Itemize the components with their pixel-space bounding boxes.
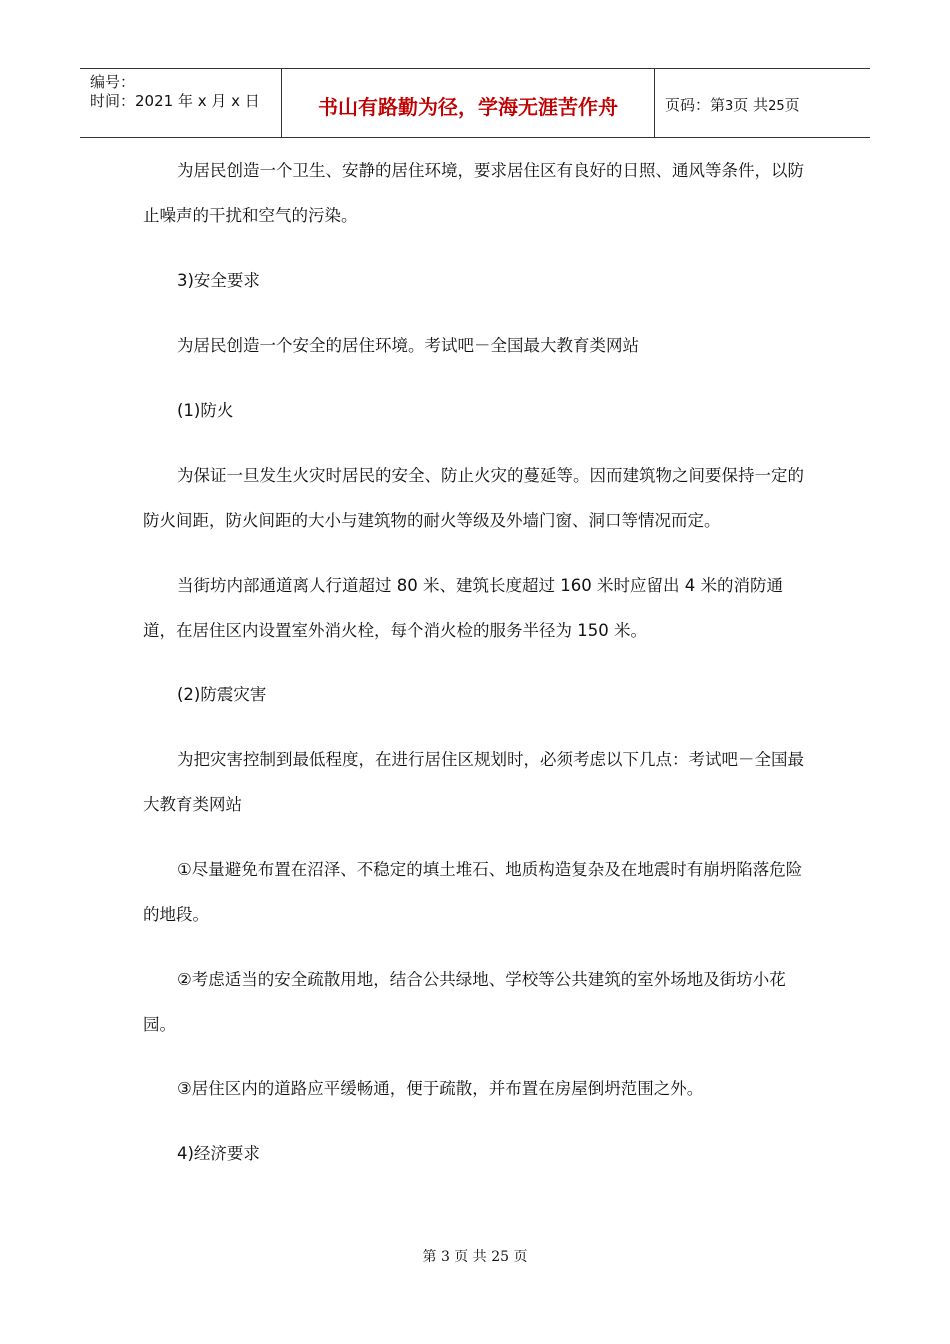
section-heading: 3)安全要求 [177, 271, 260, 290]
list-item: ②考虑适当的安全疏散用地，结合公共绿地、学校等公共建筑的室外场地及街坊小花园。 [143, 970, 786, 1034]
document-number-label: 编号： [90, 73, 136, 91]
paragraph: 为保证一旦发生火灾时居民的安全、防止火灾的蔓延等。因而建筑物之间要保持一定的防火间距，防火间距的大小与建筑物的耐火等级及外墙门窗、洞口等情况而定。 [143, 466, 804, 530]
subsection-heading: (1)防火 [177, 401, 234, 420]
subsection-heading: (2)防震灾害 [177, 685, 267, 704]
page-prefix: 页码：第 [665, 96, 726, 114]
paragraph: 当街坊内部通道离人行道超过 80 米、建筑长度超过 160 米时应留出 4 米的消防通道，在居住区内设置室外消火栓，每个消火检的服务半径为 150 米。 [143, 576, 783, 640]
paragraph: 为居民创造一个卫生、安静的居住环境，要求居住区有良好的日照、通风等条件，以防止噪声的干扰和空气的污染。 [143, 161, 804, 225]
page-suffix: 页 [784, 96, 800, 114]
page-indicator [665, 94, 800, 115]
section-heading: 4)经济要求 [177, 1144, 260, 1163]
document-date-label: 时间：2021 年 x 月 x 日 [90, 92, 260, 110]
page-current: 3 [725, 99, 734, 114]
list-item: ③居住区内的道路应平缓畅通，便于疏散，并布置在房屋倒坍范围之外。 [177, 1079, 704, 1098]
paragraph: 为居民创造一个安全的居住环境。考试吧－全国最大教育类网站 [177, 336, 639, 355]
motto-text: 书山有路勤为径，学海无涯苦作舟 [318, 95, 618, 119]
header-page-cell [655, 69, 870, 137]
list-item: ①尽量避免布置在沼泽、不稳定的填土堆石、地质构造复杂及在地震时有崩坍陷落危险的地段。 [143, 860, 803, 924]
document-header [80, 68, 870, 138]
paragraph: 为把灾害控制到最低程度，在进行居住区规划时，必须考虑以下几点：考试吧－全国最大教育类网站 [143, 750, 804, 814]
page-total: 25 [768, 99, 785, 114]
header-meta-cell [80, 69, 282, 137]
page-mid: 页 共 [733, 96, 769, 114]
header-motto-cell [282, 69, 655, 137]
page-footer: 第 3 页 共 25 页 [422, 1249, 528, 1265]
